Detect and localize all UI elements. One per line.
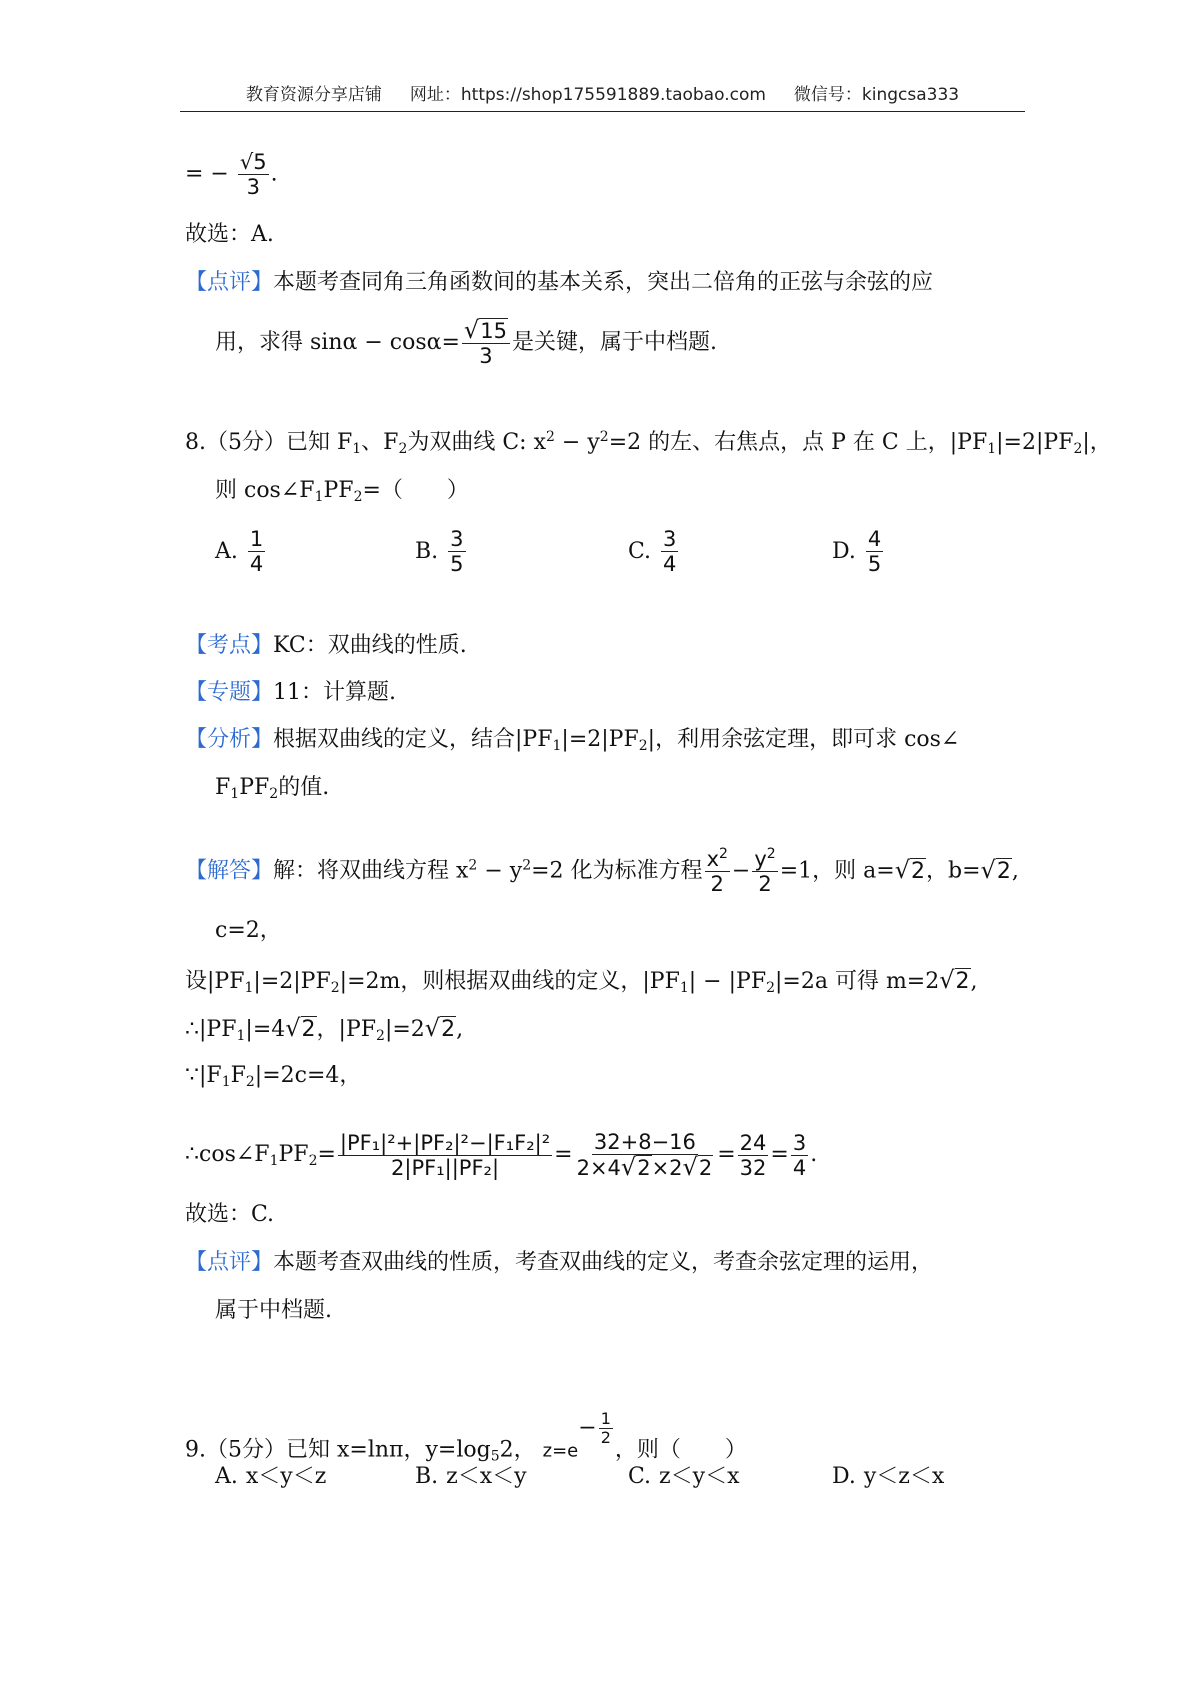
header-wechat-label: 微信号：	[793, 85, 862, 105]
q8-option-a[interactable]: A. $\frac{1}{4}$	[215, 527, 264, 576]
header-divider	[180, 111, 1025, 112]
q9-option-d[interactable]: D. y＜z＜x	[832, 1464, 945, 1489]
q8-answer: 故选：C.	[185, 1202, 275, 1227]
q8-comment-line2: 属于中档题.	[215, 1298, 332, 1323]
cosine-step-fraction: $\frac{32+8-16}{2\times 4√2\times 2√2}$	[576, 1130, 713, 1181]
q8-option-c[interactable]: C. $\frac{3}{4}$	[628, 527, 677, 576]
page-header	[0, 0, 1200, 110]
q9-option-c[interactable]: C. z＜y＜x	[628, 1464, 740, 1489]
q8-zhuanti: 【专题】11：计算题.	[185, 680, 397, 705]
q8-jieda-line2: c=2，	[215, 918, 282, 943]
header-site-label: 网址：	[409, 85, 461, 105]
q7-comment-line1: 【点评】本题考查同角三角函数间的基本关系，突出二倍角的正弦与余弦的应	[185, 270, 934, 295]
q8-jieda-line1: 【解答】解：将双曲线方程 $x^2 - y^2=2$ 化为标准方程 $\frac{x^2}{2}$ − $\frac{y^2}{2}$ =1，则 a=√2，b=√2,	[185, 846, 1019, 896]
q8-jieda-line4: $\therefore|PF_1|=4√2$，$|PF_2|=2√2$,	[185, 1014, 464, 1044]
q7-comment-fraction: $\frac{√15}{3}$	[462, 318, 510, 368]
q8-jieda-line3: 设$|PF_1|=2|PF_2|=2m$，则根据双曲线的定义，$|PF_1| - |PF_2|=2a$ 可得 m=2√2,	[185, 966, 978, 996]
header-shop: 教育资源分享店铺	[245, 85, 382, 105]
q7-result-fraction: $\frac{√5}{3}$	[239, 150, 267, 199]
q8-fenxi-line2: $F_1PF_2$的值.	[215, 775, 330, 802]
q7-comment-line2: 用，求得 sinα − cosα= $\frac{√15}{3}$ 是关键，属于中档题.	[215, 316, 717, 368]
header-text	[180, 80, 1025, 105]
q8-option-b[interactable]: B. $\frac{3}{5}$	[415, 527, 464, 576]
q7-answer: 故选：A.	[185, 222, 274, 247]
q8-option-d[interactable]: D. $\frac{4}{5}$	[832, 527, 882, 576]
q9-stem: 9.（5分）已知 x=lnπ，$y=\log_52$， z=e− $\frac{1}{2}$ ，则（ ）	[185, 1409, 747, 1465]
q8-jieda-line5: $\because|F_1F_2|=2c=4$，	[185, 1063, 362, 1090]
header-site-url[interactable]: https://shop175591889.taobao.com	[460, 85, 766, 105]
q7-result-line: = − $\frac{√5}{3}$ .	[185, 150, 278, 199]
q9-option-a[interactable]: A. x＜y＜z	[215, 1464, 327, 1489]
header-wechat-id: kingcsa333	[861, 85, 960, 105]
cosine-formula-fraction: $\frac{\text{|PF₁|²+|PF₂|²−|F₁F₂|²}}{\text{2|PF₁||PF₂|}}$	[339, 1130, 551, 1180]
q7-comment-tag: 【点评】	[185, 270, 274, 295]
q8-stem-line1: 8.（5分）已知 $F_1$、$F_2$为双曲线 C: $x^2 - y^2=2$ 的左、右焦点，点 P 在 C 上，$|PF_1|=2|PF_2|$，	[185, 429, 1112, 457]
q8-comment-line1: 【点评】本题考查双曲线的性质，考查双曲线的定义，考查余弦定理的运用，	[185, 1250, 934, 1275]
q8-kaodian: 【考点】KC：双曲线的性质.	[185, 633, 467, 658]
q8-fenxi-line1: 【分析】根据双曲线的定义，结合$|PF_1|=2|PF_2|$，利用余弦定理，即可求 cos∠	[185, 727, 960, 754]
q9-option-b[interactable]: B. z＜x＜y	[415, 1464, 527, 1489]
q8-jieda-line6: $\therefore\cos\angle F_1PF_2=$ $\frac{\text{|PF₁|²+|PF₂|²−|F₁F₂|²}}{\text{2|PF₁||PF₂|}}$ = $\frac{32+8-16}{2\times 4√2\times 2√2}$ = $\frac{24}{32}$ = $\frac{3}{4}$ .	[185, 1130, 818, 1181]
q8-stem-line2: 则 $\cos\angle F_1PF_2=$（ ）	[215, 478, 469, 505]
